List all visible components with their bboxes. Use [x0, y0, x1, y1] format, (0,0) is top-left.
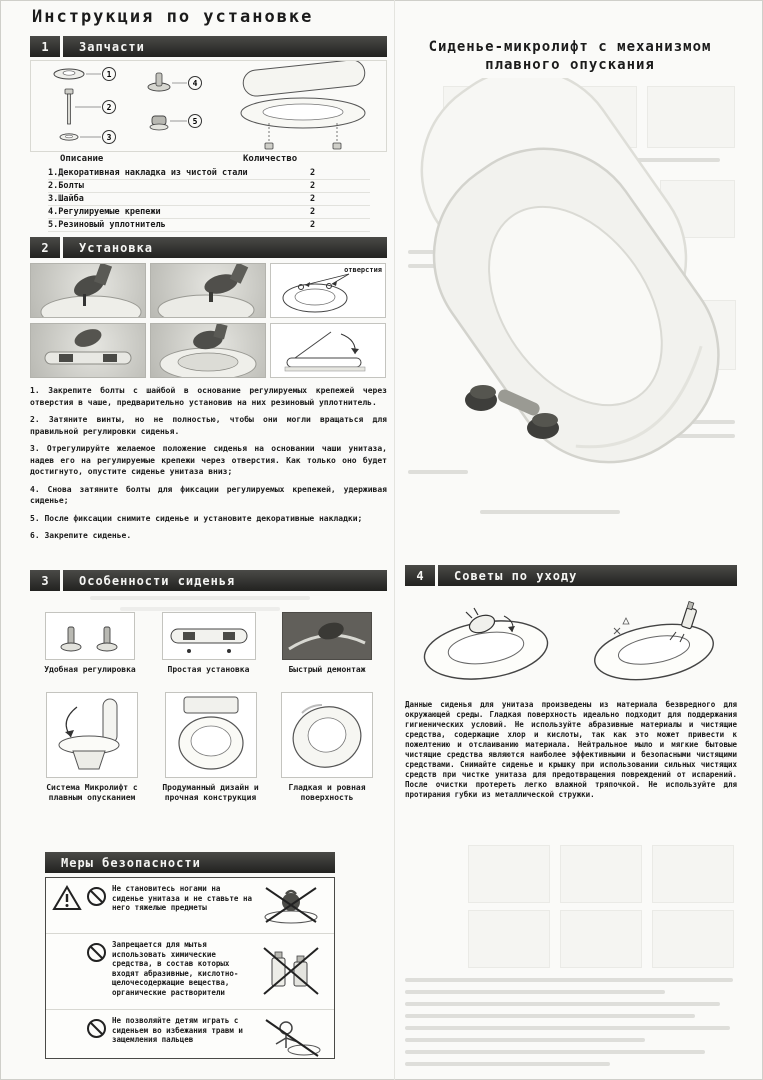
feature-image-design	[165, 692, 257, 778]
column-header-description: Описание	[60, 154, 104, 164]
section-features-number: 3	[30, 570, 60, 591]
section-parts-title: Запчасти	[63, 36, 387, 57]
section-install-header	[30, 237, 387, 258]
section-features-header	[30, 570, 387, 591]
install-step-image-3	[270, 263, 386, 318]
bleed-through-artifact	[405, 1026, 730, 1030]
part-quantity: 2	[310, 194, 316, 204]
bleed-through-artifact	[405, 1050, 705, 1054]
install-step-image-6	[270, 323, 386, 378]
care-image-wipe	[408, 598, 566, 690]
safety-illustration-child	[256, 1016, 328, 1062]
install-step-text-2: 2. Затяните винты, но не полностью, чтобы они могли вращаться для правильной регулировки сиденья.	[30, 415, 387, 436]
install-step-image-5	[150, 323, 266, 378]
safety-row	[46, 933, 334, 1009]
install-step-text-3: 3. Отрегулируйте желаемое положение сиденья на основании чаши унитаза, надев его на регулируемые крепежи через отверстия. Как только оно будет достигнуто, опустите сиденье унитаза вниз;	[30, 444, 387, 476]
care-text: Данные сиденья для унитаза произведены из материала безвредного для окружающей среды. Гладкая поверхность идеально подходит для поддержания гигиенических условий. Не используйте абразивные материалы и чистящие средства, содержащие хлор и кислоты, так как это может привести к пожелтению и отслаиванию материала. Нейтральное мыло и мягкие бытовые чистящие средства являются наиболее эффективными и безопасными чистящими средствами. Снимайте сиденье и крышку при использовании сильных чистящих средств при чистке унитаза для предотвращения повреждений от испарений. После очистки протереть легко влажной тряпочкой. Не используйте для протирания губки из металлической стружки.	[405, 700, 737, 799]
decorative-cap-icon	[54, 69, 84, 79]
bleed-through-artifact	[120, 607, 280, 611]
parts-diagram	[30, 60, 387, 152]
feature-image-surface	[281, 692, 373, 778]
safety-item-text: Запрещается для мытья использовать химические средства, в состав которых входят абразивные, кислотно-щелочесодержащие вещества, органические растворители	[112, 940, 239, 997]
feature-caption: Система Микролифт с плавным опусканием	[46, 783, 138, 802]
feature-image-adjustment	[45, 612, 135, 660]
feature-item	[40, 692, 144, 803]
part-description: 3.Шайба	[48, 194, 84, 204]
section-parts-header	[30, 36, 387, 57]
warning-triangle-icon	[52, 884, 86, 915]
bleed-through-artifact	[405, 1062, 610, 1066]
section-care-header	[405, 565, 737, 586]
bleed-through-artifact	[560, 845, 642, 903]
seat-body	[405, 78, 740, 501]
feature-item	[277, 612, 377, 675]
feature-caption: Гладкая и ровная поверхность	[288, 783, 366, 802]
feature-image-soft-close	[46, 692, 138, 778]
holes-label: отверстия	[344, 266, 382, 274]
part-quantity: 2	[310, 220, 316, 230]
part-callout-1	[103, 68, 116, 81]
svg-text:3: 3	[106, 133, 112, 142]
feature-item	[40, 612, 140, 675]
washer-icon	[60, 134, 78, 140]
feature-caption: Удобная регулировка	[44, 665, 136, 674]
safety-illustration-chemicals	[256, 940, 328, 1004]
bleed-through-artifact	[405, 978, 733, 982]
section-install-number: 2	[30, 237, 60, 258]
bleed-through-artifact	[405, 990, 665, 994]
install-step-text-4: 4. Снова затяните болты для фиксации регулируемых крепежей, удерживая сиденье;	[30, 484, 387, 505]
feature-item	[157, 612, 261, 675]
safety-row	[46, 1009, 334, 1067]
section-install-title: Установка	[63, 237, 387, 258]
page-fold-line	[394, 0, 395, 1080]
feature-image-installation	[162, 612, 256, 660]
bolt-icon	[65, 89, 73, 124]
safety-row	[46, 878, 334, 933]
bleed-through-artifact	[560, 910, 642, 968]
bleed-through-artifact	[468, 910, 550, 968]
part-callout-3	[103, 131, 116, 144]
part-callout-4	[189, 77, 202, 90]
safety-item-text: Не становитесь ногами на сиденье унитаза и не ставьте на него тяжелые предметы	[112, 884, 252, 912]
parts-table	[30, 154, 387, 232]
bleed-through-artifact	[90, 596, 310, 600]
table-row	[48, 167, 370, 180]
column-header-quantity: Количество	[243, 154, 298, 164]
part-quantity: 2	[310, 181, 316, 191]
section-care-number: 4	[405, 565, 435, 586]
feature-item	[157, 692, 265, 803]
bleed-through-artifact	[652, 910, 734, 968]
section-safety-header	[45, 852, 335, 873]
table-row	[48, 193, 370, 206]
exploded-seat-drawing	[241, 61, 366, 149]
safety-box	[45, 877, 335, 1059]
table-row	[48, 219, 370, 232]
section-care-title: Советы по уходу	[438, 565, 737, 586]
table-row	[48, 206, 370, 219]
install-step-image-1	[30, 263, 146, 318]
prohibition-icon	[86, 940, 112, 967]
part-description: 1.Декоративная накладка из чистой стали	[48, 168, 248, 178]
page-title: Инструкция по установке	[32, 7, 314, 27]
part-quantity: 2	[310, 207, 316, 217]
adjustable-fixing-icon	[148, 73, 170, 91]
svg-text:1: 1	[106, 70, 112, 79]
feature-caption: Продуманный дизайн и прочная конструкция	[162, 783, 259, 802]
install-step-text-1: 1. Закрепите болты с шайбой в основание регулируемых крепежей через отверстия в чаше, предварительно установив на них резиновый уплотнитель.	[30, 386, 387, 407]
safety-illustration-weight	[256, 884, 328, 928]
section-parts-number: 1	[30, 36, 60, 57]
table-row	[48, 180, 370, 193]
bleed-through-artifact	[405, 1014, 695, 1018]
features-row-2	[40, 692, 377, 803]
svg-text:2: 2	[106, 103, 112, 112]
prohibition-icon	[86, 884, 112, 911]
install-step-text-6: 6. Закрепите сиденье.	[30, 531, 132, 540]
install-steps	[30, 385, 387, 548]
section-safety-title: Меры безопасности	[45, 852, 335, 873]
feature-item	[277, 692, 377, 803]
svg-text:5: 5	[192, 117, 198, 126]
bleed-through-artifact	[405, 1038, 645, 1042]
part-description: 4.Регулируемые крепежи	[48, 207, 161, 217]
install-step-image-4	[30, 323, 146, 378]
feature-caption: Простая установка	[167, 665, 250, 674]
part-quantity: 2	[310, 168, 316, 178]
rubber-seal-icon	[150, 116, 168, 130]
product-title: Сиденье-микролифт с механизмом плавного опускания	[428, 39, 712, 73]
part-description: 2.Болты	[48, 181, 84, 191]
part-callout-5	[189, 115, 202, 128]
hero-seat-image	[405, 78, 740, 548]
care-images	[408, 598, 738, 690]
svg-text:4: 4	[192, 79, 198, 88]
bleed-through-artifact	[405, 1002, 720, 1006]
part-description: 5.Резиновый уплотнитель	[48, 220, 166, 230]
prohibition-icon	[86, 1016, 112, 1043]
feature-caption: Быстрый демонтаж	[288, 665, 366, 674]
bleed-through-artifact	[652, 845, 734, 903]
install-step-image-2	[150, 263, 266, 318]
care-image-clean	[580, 598, 738, 690]
parts-diagram-drawing	[31, 61, 386, 151]
part-callout-2	[103, 101, 116, 114]
install-image-grid	[30, 263, 390, 378]
section-features-title: Особенности сиденья	[63, 570, 387, 591]
bleed-through-artifact	[468, 845, 550, 903]
install-step-text-5: 5. После фиксации снимите сиденье и установите декоративные накладки;	[30, 513, 363, 523]
safety-item-text: Не позволяйте детям играть с сиденьем во избежания травм и защемления пальцев	[112, 1016, 243, 1044]
features-row-1	[40, 612, 377, 675]
feature-image-removal	[282, 612, 372, 660]
